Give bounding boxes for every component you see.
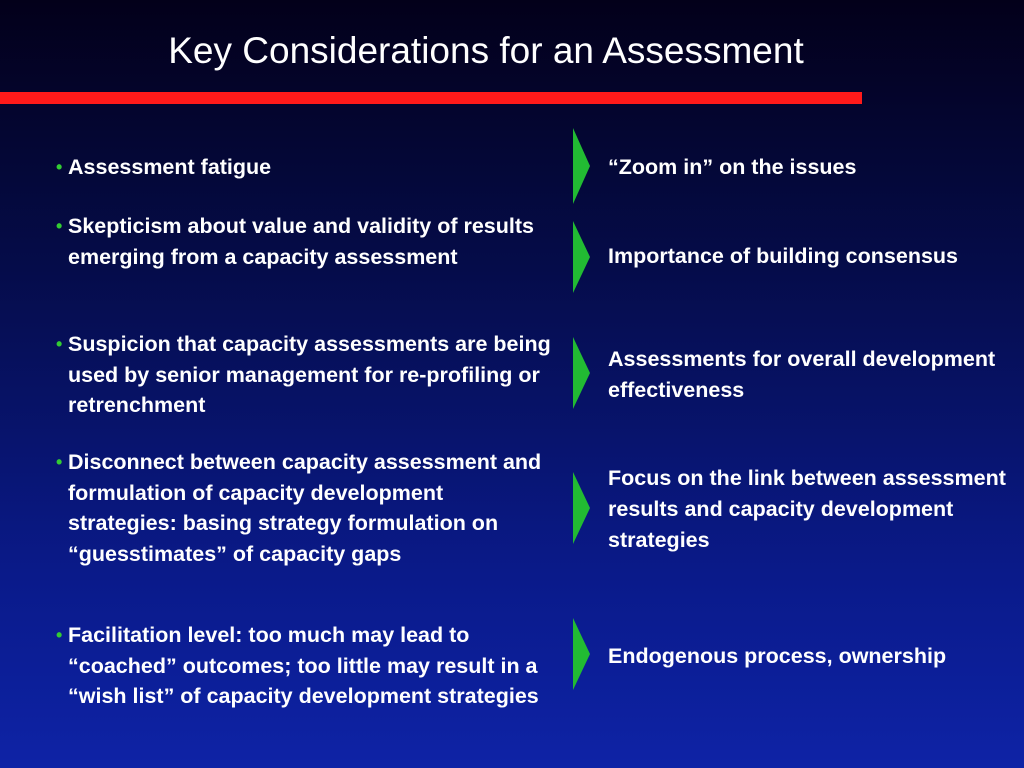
bullet-icon: • [56,625,63,645]
bullet-icon: • [56,216,63,236]
bullet-icon: • [56,452,63,472]
response-text-2: Importance of building consensus [608,244,959,268]
consideration-text-5: Facilitation level: too much may lead to “coached” outcomes; too little may result in a “wish list” of capacity development strategies [68,623,539,708]
slide-title: Key Considerations for an Assessment [168,30,804,71]
consideration-text-1: Assessment fatigue [68,155,272,179]
consideration-text-4: Disconnect between capacity assessment and formulation of capacity development strategies: basing strategy formulation on “guesstimates” of capacity gaps [68,450,542,566]
consideration-text-2: Skepticism about value and validity of results emerging from a capacity assessment [68,214,534,269]
consideration-item-1 [56,152,556,183]
arrow-right-icon [573,128,590,204]
arrow-right-icon [573,221,590,293]
consideration-item-3 [56,329,556,421]
arrow-right-icon [573,337,590,409]
arrow-right-icon [573,472,590,544]
response-text-5: Endogenous process, ownership [608,644,947,668]
consideration-item-4 [56,447,556,569]
bullet-icon: • [56,334,63,354]
bullet-icon: • [56,157,63,177]
consideration-item-2 [56,211,556,272]
response-text-4: Focus on the link between assessment results and capacity development strategies [608,466,1006,552]
response-text-3: Assessments for overall development effectiveness [608,347,996,402]
consideration-text-3: Suspicion that capacity assessments are being used by senior management for re-profiling or retrenchment [68,332,551,417]
response-text-1: “Zoom in” on the issues [608,155,857,179]
arrow-right-icon [573,618,590,690]
consideration-item-5 [56,620,556,712]
title-underline-bar [0,92,862,104]
